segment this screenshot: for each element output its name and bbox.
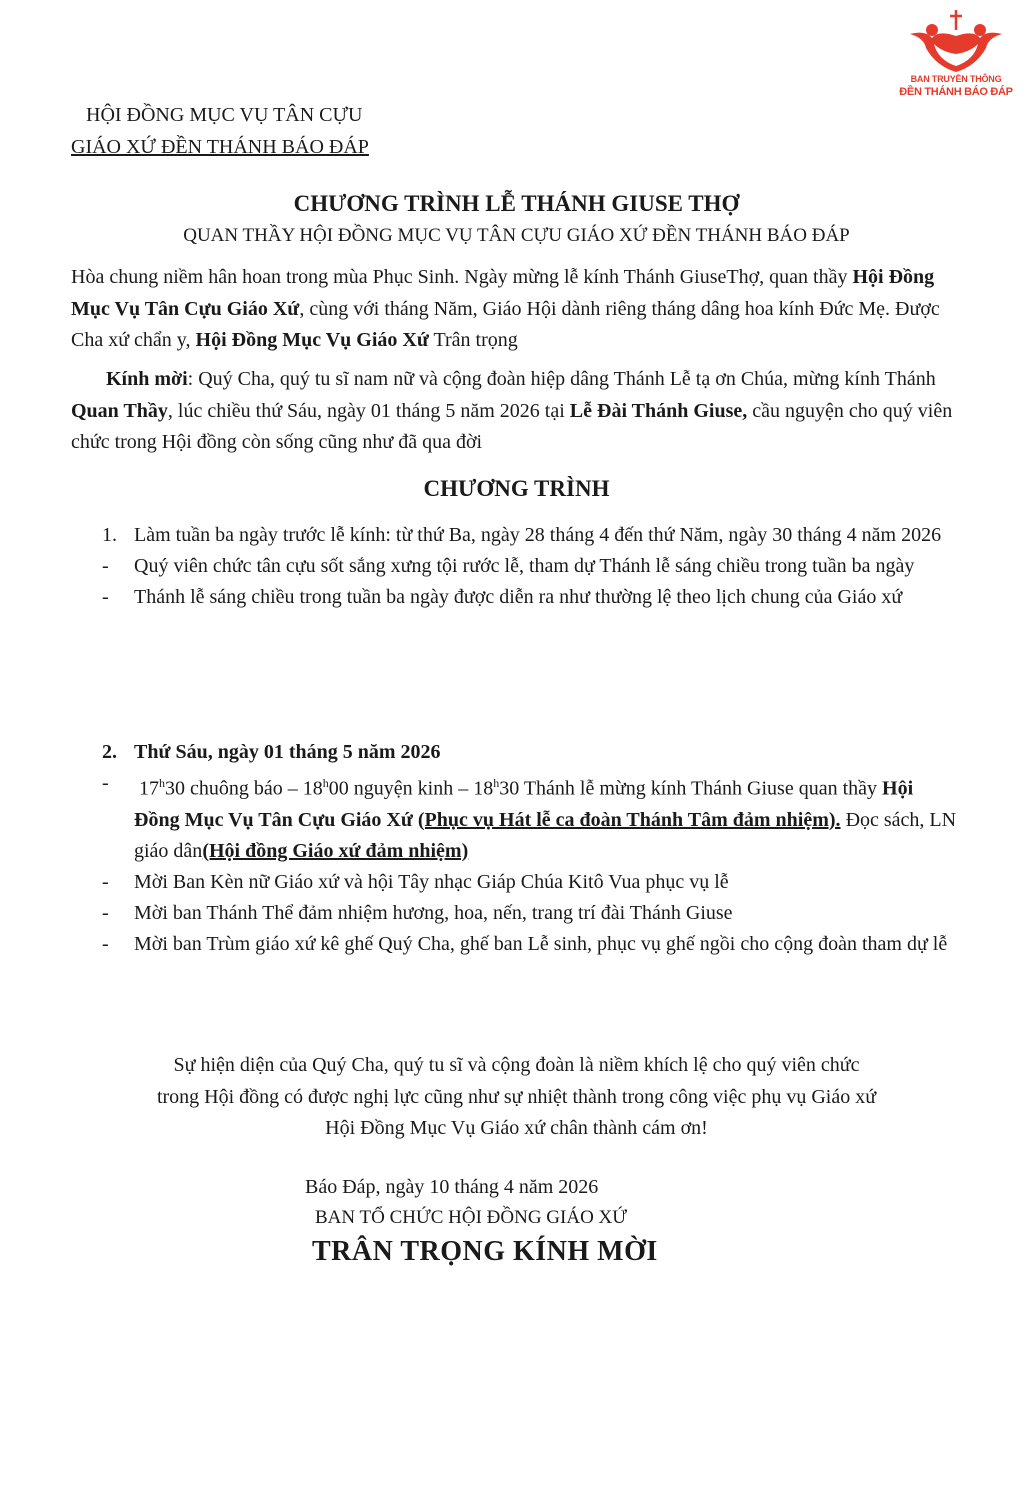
intro-bold-1: Hội Đồng Mục Vụ Tân Cựu Giáo Xứ: [71, 266, 935, 320]
intro-paragraph: [71, 262, 971, 357]
intro-text-3: Trân trọng: [428, 329, 518, 351]
list-item: [102, 898, 962, 929]
bullet-text: Mời ban Thánh Thể đảm nhiệm hương, hoa, nến, trang trí đài Thánh Giuse: [134, 901, 733, 924]
org-name: HỘI ĐỒNG MỤC VỤ TÂN CỰU: [86, 104, 363, 126]
time-sup-2: h: [322, 776, 329, 790]
program-section-1: [102, 520, 962, 613]
bullet-marker: -: [102, 932, 109, 955]
schedule-text-2: 00 nguyện kinh – 18: [328, 777, 494, 800]
invite-text-1: : Quý Cha, quý tu sĩ nam nữ và cộng đoàn hiệp dâng Thánh Lễ tạ ơn Chúa, mừng kính Thánh: [187, 368, 936, 390]
list-item: [102, 551, 962, 582]
closing-line-1: Sự hiện diện của Quý Cha, quý tu sĩ và cộng đoàn là niềm khích lệ cho quý viên chức: [173, 1054, 860, 1076]
list-item: [102, 768, 962, 867]
council-note: (Hội đồng Giáo xứ đảm nhiệm): [202, 839, 469, 862]
invite-text-3: cầu nguyện cho quý viên chức trong Hội đồng còn sống cũng như đã qua đời: [71, 399, 953, 453]
signature-date: Báo Đáp, ngày 10 tháng 4 năm 2026: [305, 1176, 599, 1198]
bullet-text: Thánh lễ sáng chiều trong tuần ba ngày được diễn ra như thường lệ theo lịch chung của Giáo xứ: [134, 586, 903, 608]
closing-paragraph: [0, 1050, 1033, 1145]
signature-org: BAN TỔ CHỨC HỘI ĐỒNG GIÁO XỨ: [315, 1207, 628, 1228]
closing-line-2: trong Hội đồng có được nghị lực cũng như sự nhiệt thành trong công việc phụ vụ Giáo xứ: [156, 1085, 877, 1108]
schedule-bold: Hội Đồng Mục Vụ Tân Cựu Giáo Xứ: [134, 777, 914, 831]
bullet-marker: -: [102, 772, 109, 794]
bullet-marker: -: [102, 586, 109, 608]
program-heading: CHƯƠNG TRÌNH: [423, 476, 610, 501]
time-sup-3: h: [493, 776, 500, 790]
invitation-paragraph: [71, 364, 971, 459]
intro-bold-2: Hội Đồng Mục Vụ Giáo Xứ: [195, 329, 429, 351]
closing-line-3: Hội Đồng Mục Vụ Giáo xứ chân thành cám ơn!: [325, 1117, 708, 1139]
section-2-item: [102, 737, 962, 768]
list-item: [102, 929, 962, 960]
document-subtitle: QUAN THẦY HỘI ĐỒNG MỤC VỤ TÂN CỰU GIÁO XỨ ĐỀN THÁNH BÁO ĐÁP: [183, 225, 850, 246]
invite-bold-2: Quan Thầy: [71, 399, 168, 422]
list-item: [102, 867, 962, 898]
signature-invite: TRÂN TRỌNG KÍNH MỜI: [312, 1236, 658, 1267]
bullet-text: Quý viên chức tân cựu sốt sắng xưng tội rước lễ, tham dự Thánh lễ sáng chiều trong tuần ba ngày: [134, 555, 915, 577]
intro-text-1: Hòa chung niềm hân hoan trong mùa Phục Sinh. Ngày mừng lễ kính Thánh GiuseThợ, quan thầy: [71, 266, 853, 288]
invite-text-2: , lúc chiều thứ Sáu, ngày 01 tháng 5 năm 2026 tại: [167, 399, 570, 422]
section-2-heading: Thứ Sáu, ngày 01 tháng 5 năm 2026: [134, 741, 441, 763]
invite-bold-3: Lễ Đài Thánh Giuse,: [569, 399, 748, 422]
parish-logo: [896, 8, 1016, 108]
bullet-text: Mời ban Trùm giáo xứ kê ghế Quý Cha, ghế ban Lễ sinh, phục vụ ghế ngồi cho cộng đoàn tham dự lễ: [134, 932, 948, 955]
parish-name: GIÁO XỨ ĐỀN THÁNH BÁO ĐÁP: [71, 136, 369, 158]
schedule-text-3: 30 Thánh lễ mừng kính Thánh Giuse quan thầy: [499, 777, 883, 800]
section-1-text: Làm tuần ba ngày trước lễ kính: từ thứ Ba, ngày 28 tháng 4 đến thứ Năm, ngày 30 tháng 4 năm 2026: [134, 524, 942, 546]
schedule-text-4: Đọc sách, LN giáo dân: [134, 808, 957, 862]
logo-line-2: ĐỀN THÁNH BÁO ĐÁP: [899, 86, 1013, 98]
time-1: 17: [139, 777, 159, 800]
choir-note: (Phục vụ Hát lễ ca đoàn Thánh Tâm đảm nhiệm).: [417, 808, 841, 831]
document-title: CHƯƠNG TRÌNH LỄ THÁNH GIUSE THỢ: [293, 191, 740, 216]
invite-bold-1: Kính mời: [106, 368, 188, 390]
time-sup-1: h: [159, 776, 165, 790]
bullet-marker: -: [102, 555, 109, 577]
bullet-marker: -: [102, 901, 109, 924]
program-section-2: [102, 737, 962, 960]
intro-text-2: , cùng với tháng Năm, Giáo Hội dành riêng tháng dâng hoa kính Đức Mẹ. Được Cha xứ chẩn y,: [71, 297, 940, 351]
section-1-number: 1.: [102, 524, 117, 546]
bullet-text: Mời Ban Kèn nữ Giáo xứ và hội Tây nhạc Giáp Chúa Kitô Vua phục vụ lễ: [134, 870, 729, 893]
schedule-text-1: 30 chuông báo – 18: [165, 777, 323, 800]
section-1-item: [102, 520, 962, 551]
section-2-number: 2.: [102, 741, 117, 763]
bullet-marker: -: [102, 870, 109, 893]
logo-line-1: BAN TRUYỀN THÔNG: [910, 74, 1002, 84]
list-item: [102, 582, 962, 613]
heart-people-cross-icon: [896, 8, 1016, 74]
